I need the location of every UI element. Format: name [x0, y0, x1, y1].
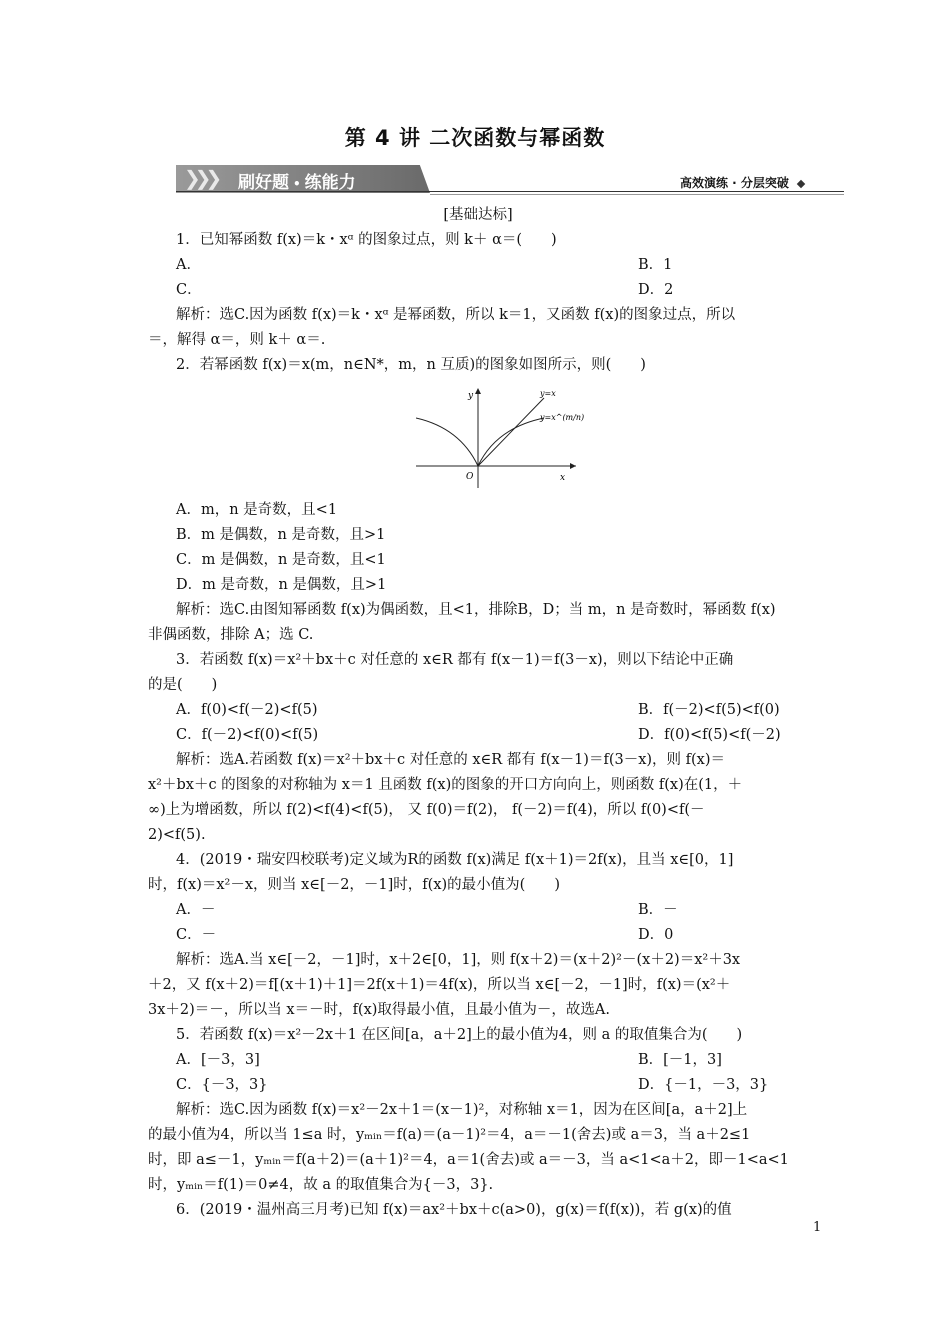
page-title: 第 4 讲 二次函数与幂函数	[344, 126, 606, 150]
q4-options-row1	[148, 898, 808, 923]
double-chevron-icon: ❯❯❯	[184, 166, 217, 190]
q2-solution-line1: 解析：选C.由图知幂函数 f(x)为偶函数，且<1，排除B，D；当 m，n 是奇数时，幂函数 f(x)	[176, 602, 776, 618]
line-label: y=x	[540, 389, 556, 398]
q4-option-c: C．－	[176, 927, 217, 943]
q6-stem: 6．(2019・温州高三月考)已知 f(x)＝ax²＋bx＋c(a>0)，g(x)＝f(f(x))，若 g(x)的值	[176, 1202, 732, 1218]
q1-options-row1	[148, 253, 808, 278]
q2-option-b: B．m 是偶数，n 是奇数，且>1	[176, 527, 386, 543]
q5-solution-line2: 的最小值为4，所以当 1≤a 时，yₘᵢₙ＝f(a)＝(a－1)²＝4，a＝－1(舍去)或 a＝3，当 a＋2≤1	[148, 1127, 751, 1143]
q4-stem-line2: 时，f(x)＝x²－x，则当 x∈[－2，－1]时，f(x)的最小值为( )	[148, 877, 560, 893]
q3-solution-line4: 2)<f(5).	[148, 827, 206, 843]
q5-option-c: C．{－3，3}	[176, 1077, 268, 1093]
q2-option-d: D．m 是奇数，n 是偶数，且>1	[176, 577, 387, 593]
banner-right-text: 高效演练 · 分层突破	[680, 176, 789, 190]
q1-option-c: C．	[176, 282, 202, 298]
q5-options-row1	[148, 1048, 808, 1073]
q3-option-d: D．f(0)<f(5)<f(－2)	[638, 727, 781, 743]
y-axis-arrow	[475, 388, 481, 394]
q2-solution-line2: 非偶函数，排除 A；选 C.	[148, 627, 314, 643]
q3-option-c: C．f(－2)<f(0)<f(5)	[176, 727, 319, 743]
header-rule-thin	[430, 194, 844, 195]
q5-option-d: D．{－1，－3，3}	[638, 1077, 769, 1093]
banner-part1: 刷好题	[238, 173, 289, 193]
q3-solution-line3: ∞)上为增函数，所以 f(2)<f(4)<f(5)， 又 f(0)＝f(2)， f(－2)＝f(4)，所以 f(0)<f(－	[148, 802, 705, 818]
x-axis-arrow	[570, 463, 576, 469]
q1-solution-line1: 解析：选C.因为函数 f(x)＝k・xᵅ 是幂函数，所以 k＝1，又函数 f(x)的图象过点，所以	[176, 307, 736, 323]
q3-stem-line1: 3．若函数 f(x)＝x²＋bx＋c 对任意的 x∈R 都有 f(x－1)＝f(3－x)，则以下结论中正确	[176, 652, 734, 668]
q1-option-d: D．2	[638, 282, 674, 298]
q3-options-row2	[148, 723, 808, 748]
q3-option-b: B．f(－2)<f(5)<f(0)	[638, 702, 780, 718]
q3-option-a: A．f(0)<f(－2)<f(5)	[176, 702, 318, 718]
q5-solution-line3: 时，即 a≤－1，yₘᵢₙ＝f(a＋2)＝(a＋1)²＝4，a＝1(舍去)或 a＝－3，当 a<1<a＋2，即－1<a<1	[148, 1152, 789, 1168]
q5-solution-line1: 解析：选C.因为函数 f(x)＝x²－2x＋1＝(x－1)²，对称轴 x＝1，因为在区间[a，a＋2]上	[176, 1102, 748, 1118]
q5-stem: 5．若函数 f(x)＝x²－2x＋1 在区间[a，a＋2]上的最小值为4，则 a 的取值集合为( )	[176, 1027, 743, 1043]
curve-right	[478, 418, 544, 466]
banner-sep: •	[293, 177, 301, 191]
line-y-equals-x	[478, 398, 544, 466]
y-axis-label: y	[468, 391, 474, 401]
q2-option-c: C．m 是偶数，n 是奇数，且<1	[176, 552, 386, 568]
page-number: 1	[813, 1220, 822, 1235]
q3-options-row1	[148, 698, 808, 723]
q4-option-d: D．0	[638, 927, 674, 943]
header-rule	[176, 191, 844, 192]
q1-option-b: B．1	[638, 257, 673, 273]
curve-left	[416, 418, 478, 466]
q1-stem: 1．已知幂函数 f(x)＝k・xᵅ 的图象过点，则 k＋ α＝( )	[176, 232, 557, 248]
banner-part2: 练能力	[304, 173, 356, 193]
q2-stem: 2．若幂函数 f(x)＝x(m，n∈N*，m，n 互质)的图象如图所示，则( )	[176, 357, 646, 373]
q1-solution-line2: ＝，解得 α＝，则 k＋ α＝.	[148, 332, 326, 348]
origin-label: O	[466, 472, 474, 482]
x-axis-label: x	[560, 473, 566, 483]
q4-solution-line2: ＋2，又 f(x＋2)＝f[(x＋1)＋1]＝2f(x＋1)＝4f(x)，所以当 x∈[－2，－1]时，f(x)＝(x²＋	[148, 977, 731, 993]
section-banner	[176, 165, 430, 193]
q4-option-a: A．－	[176, 902, 216, 918]
q5-solution-line4: 时，yₘᵢₙ＝f(1)＝0≠4，故 a 的取值集合为{－3，3}.	[148, 1177, 494, 1193]
banner-right-caption	[680, 174, 804, 191]
curve-label: y=x^(m/n)	[540, 413, 585, 422]
banner-text	[238, 168, 356, 193]
content	[148, 203, 808, 1223]
diamond-icon	[797, 179, 805, 187]
q3-solution-line1: 解析：选A.若函数 f(x)＝x²＋bx＋c 对任意的 x∈R 都有 f(x－1)＝f(3－x)，则 f(x)＝	[176, 752, 726, 768]
q5-options-row2	[148, 1073, 808, 1098]
q2-figure	[148, 384, 808, 492]
q4-stem-line1: 4．(2019・瑞安四校联考)定义域为R的函数 f(x)满足 f(x＋1)＝2f(x)，且当 x∈[0，1]	[176, 852, 734, 868]
q2-option-a: A．m，n 是奇数，且<1	[176, 502, 338, 518]
q1-options-row2	[148, 278, 808, 303]
q4-solution-line1: 解析：选A.当 x∈[－2，－1]时，x＋2∈[0，1]，则 f(x＋2)＝(x＋2)²－(x＋2)＝x²＋3x	[176, 952, 741, 968]
power-function-graph	[416, 384, 586, 492]
q5-option-a: A．[－3，3]	[176, 1052, 260, 1068]
q5-option-b: B．[－1，3]	[638, 1052, 722, 1068]
q4-solution-line3: 3x＋2)＝－，所以当 x＝－时，f(x)取得最小值，且最小值为－，故选A.	[148, 1002, 611, 1018]
q4-options-row2	[148, 923, 808, 948]
section-heading: [基础达标]	[443, 207, 513, 223]
q1-option-a: A．	[176, 257, 201, 273]
q3-stem-line2: 的是( )	[148, 677, 218, 693]
q3-solution-line2: x²＋bx＋c 的图象的对称轴为 x＝1 且函数 f(x)的图象的开口方向向上，则函数 f(x)在(1，＋	[148, 777, 743, 793]
q4-option-b: B．－	[638, 902, 678, 918]
